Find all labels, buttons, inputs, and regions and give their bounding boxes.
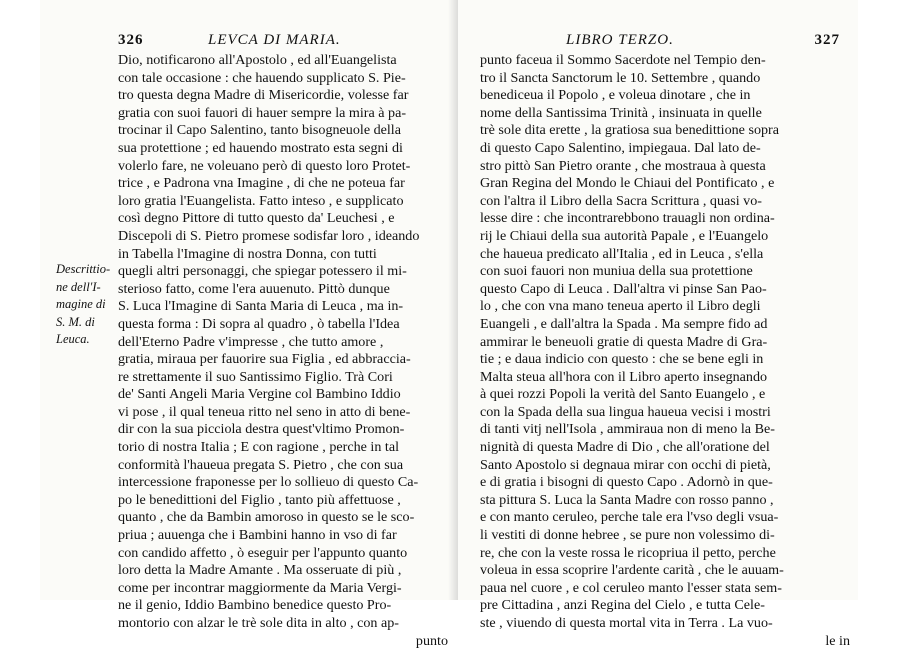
text-line: lesse dire : che incontrarebbono trauagli non ordina-	[480, 210, 775, 227]
left-page	[40, 0, 458, 649]
text-line: vi pose , il qual teneua ritto nel seno in atto di bene-	[118, 403, 411, 420]
text-line: dell'Eterno Padre v'impresse , che tutto amore ,	[118, 333, 384, 350]
text-line: sta pittura S. Luca la Santa Madre con rosso panno ,	[480, 491, 774, 508]
text-line: pre Cittadina , anzi Regina del Cielo , e tutta Cele-	[480, 597, 765, 614]
text-line: tie ; e daua indicio con questo : che se bene egli in	[480, 351, 764, 368]
text-line: rij le Chiaui della sua autorità Papale , e l'Euangelo	[480, 227, 769, 244]
text-line: ste , viuendo di questa mortal vita in Terra . La vuo-	[480, 615, 773, 631]
text-line: de' Santi Angeli Maria Vergine col Bambino Iddio	[118, 386, 401, 403]
margin-note	[56, 262, 116, 350]
catchword: le in	[825, 632, 850, 649]
text-line: intercessione fraponesse per lo sollieuo di questo Ca-	[118, 474, 419, 491]
text-line: trice , e Padrona vna Imagine , di che ne poteua far	[118, 175, 405, 192]
text-line: Gran Regina del Mondo le Chiaui del Pontificato , e	[480, 175, 775, 192]
text-line: quanto , che da Bambin amoroso in questo se le sco-	[118, 509, 415, 526]
text-line: nignità di questa Madre di Dio , che all'oratione del	[480, 439, 770, 456]
left-page-header	[118, 32, 448, 54]
text-line: gratia, miraua per fauorire sua Figlia , ed abbraccia-	[118, 351, 411, 368]
text-line: trè sole dita erette , la gratiosa sua benedittione sopra	[480, 122, 779, 139]
text-line: che haueua predicato all'Italia , ed in Leuca , s'ella	[480, 245, 764, 262]
margin-note-line: magine di	[56, 297, 106, 312]
text-line: à quei rozzi Popoli la verità del Santo Euangelo , e	[480, 386, 766, 403]
text-line: Santo Apostolo si degnaua mirar con occhi di pietà,	[480, 456, 771, 473]
text-line: li vestiti di donne hebree , se pure non volessimo di-	[480, 527, 775, 544]
text-line: voleua in essa scoprire l'ardente carità , che le auuam-	[480, 562, 784, 579]
text-line: così degno Pittore di tutto questo da' Leuchesi , e	[118, 210, 395, 227]
text-line: re strettamente il suo Santissimo Figlio. Trà Cori	[118, 368, 393, 385]
text-line: lo , che con vna mano teneua aperto il Libro degli	[480, 298, 761, 315]
text-line: Malta steua all'hora con il Libro aperto insegnando	[480, 368, 768, 385]
text-line: ne il genio, Iddio Bambino benedice questo Pro-	[118, 597, 392, 614]
text-line: di tanti vitj nell'Isola , ammiraua non di meno la Be-	[480, 421, 775, 438]
text-line: gratia con suoi fauori di hauer sempre la mira à pa-	[118, 104, 407, 121]
margin-note-line: Leuca.	[56, 332, 90, 347]
left-page-text	[118, 52, 448, 650]
text-line: questo Capo di Leuca . Dall'altra vi pinse San Pao-	[480, 280, 767, 297]
text-line: punto faceua il Sommo Sacerdote nel Tempio den-	[480, 52, 766, 68]
text-line: benediceua il Popolo , e voleua dinotare , che in	[480, 87, 751, 104]
right-page	[458, 0, 858, 649]
text-line: ammirar le beneuoli gratie di questa Madre di Gra-	[480, 333, 768, 350]
text-line: conformità l'haueua pregata S. Pietro , che con sua	[118, 456, 404, 473]
text-line: montorio con alzar le trè sole dita in alto , con ap-	[118, 615, 399, 631]
text-line: di questo Capo Salentino, impiegaua. Dal lato de-	[480, 139, 761, 156]
right-page-number: 327	[814, 32, 840, 48]
text-line: tro il Sancta Sanctorum le 10. Settembre , quando	[480, 69, 761, 86]
text-line: re, che con la veste rossa le ricopriua il petto, perche	[480, 544, 776, 561]
text-line: questa forma : Di sopra al quadro , ò tabella l'Idea	[118, 315, 400, 332]
text-line: trocinar il Capo Salentino, tanto bisogneuole della	[118, 122, 401, 139]
text-line: volerlo fare, ne voleuano però di questo loro Protet-	[118, 157, 411, 174]
text-line: S. Luca l'Imagine di Santa Maria di Leuca , ma in-	[118, 298, 404, 315]
catchword: punto	[415, 632, 448, 649]
text-line: con l'altra il Libro della Sacra Scrittura , quasi vo-	[480, 192, 762, 209]
text-line: torio di nostra Italia ; E con ragione , perche in tal	[118, 439, 399, 456]
text-line: loro detta la Madre Amante . Ma osseruate di più ,	[118, 562, 402, 579]
text-line: tro questa degna Madre di Misericordie, volesse far	[118, 87, 409, 104]
text-line: con suoi fauori non muniua della sua protettione	[480, 263, 753, 280]
text-line: Dio, notificarono all'Apostolo , ed all'Euangelista	[118, 52, 397, 68]
text-line: loro gratia l'Euangelista. Fatto inteso , e supplicato	[118, 192, 404, 209]
right-page-text	[480, 52, 850, 650]
text-line: in Tabella l'Imagine di nostra Donna, con tutti	[118, 245, 377, 262]
text-line: come per incontrar maggiormente da Maria Vergi-	[118, 579, 402, 596]
text-line: dir con la sua picciola destra quest'vltimo Promon-	[118, 421, 405, 438]
text-line: Discepoli di S. Pietro promese sodisfar loro , ideando	[118, 227, 420, 244]
text-line: paua nel cuore , e col ceruleo manto l'esser stata sem-	[480, 579, 782, 596]
left-running-title: LEVCA DI MARIA.	[208, 32, 341, 48]
text-line: sterioso fatto, come l'era auuenuto. Pittò dunque	[118, 280, 390, 297]
text-line: stro pittò San Pietro orante , che mostraua à questa	[480, 157, 766, 174]
left-page-number: 326	[118, 32, 144, 48]
text-line: Euangeli , e dall'altra la Spada . Ma sempre fido ad	[480, 315, 768, 332]
text-line: quegli altri personaggi, che spiegar potessero il mi-	[118, 263, 407, 280]
margin-note-line: S. M. di	[56, 314, 95, 329]
text-line: po le benedittioni del Figlio , tanto più affettuose ,	[118, 491, 401, 508]
right-page-header	[480, 32, 840, 54]
text-line: priua ; auuenga che i Bambini hanno in vso di far	[118, 527, 397, 544]
text-line: e di gratia i bisogni di questo Capo . Adornò in que-	[480, 474, 773, 491]
text-line: con la Spada della sua lingua haueua vecisi i mostri	[480, 403, 771, 420]
right-running-title: LIBRO TERZO.	[566, 32, 674, 48]
margin-note-line: ne dell'I-	[56, 279, 101, 294]
text-line: sua protettione ; ed hauendo mostrato esta segni di	[118, 139, 403, 156]
text-line: nome della Santissima Trinità , insinuata in quelle	[480, 104, 762, 121]
text-line: e con manto ceruleo, perche tale era l'vso degli vsua-	[480, 509, 779, 526]
margin-note-line: Descrittio-	[56, 262, 111, 276]
text-line: con candido affetto , ò eseguir per l'appunto quanto	[118, 544, 408, 561]
text-line: con tale occasione : che hauendo supplicato S. Pie-	[118, 69, 406, 86]
